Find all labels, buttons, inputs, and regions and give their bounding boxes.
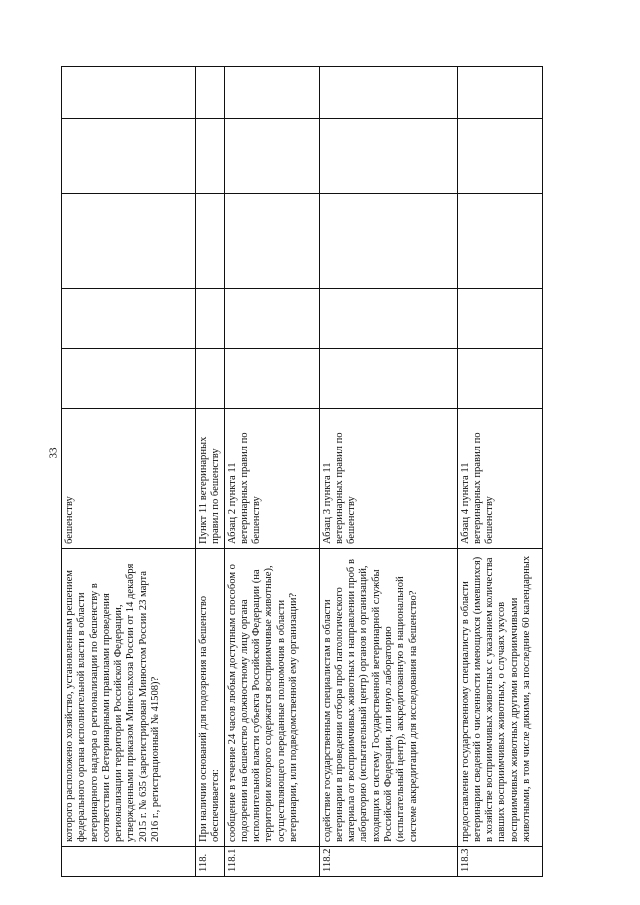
note-cell: [196, 119, 225, 194]
answer-yes-cell: [457, 349, 542, 409]
requirement-text: предоставление государственному специалисту в области ветеринарии сведений о численности имеющихся (имевшихся) в хозяйстве восприимчивых животных с указанием количества павших восприимчивых животных, о случаях укусов восприимчивых животных другими восприимчивыми животными, в том числе дикими, за последние 60 календарных: [457, 549, 542, 847]
answer-yes-cell: [224, 349, 319, 409]
answer-no-cell: [319, 289, 457, 349]
row-number: [62, 847, 196, 877]
not-applicable-cell: [62, 194, 196, 289]
answer-yes-cell: [196, 349, 225, 409]
not-applicable-cell: [196, 194, 225, 289]
table-row: [457, 67, 542, 877]
table-row: [62, 67, 196, 877]
extra-cell: [457, 67, 542, 119]
extra-cell: [319, 67, 457, 119]
row-number: 118.1: [224, 847, 319, 877]
not-applicable-cell: [224, 194, 319, 289]
extra-cell: [196, 67, 225, 119]
rotated-table-page: [61, 67, 541, 877]
answer-yes-cell: [62, 349, 196, 409]
note-cell: [224, 119, 319, 194]
row-number: 118.2: [319, 847, 457, 877]
extra-cell: [224, 67, 319, 119]
row-number: 118.3: [457, 847, 542, 877]
extra-cell: [62, 67, 196, 119]
requirements-table: [61, 66, 543, 877]
requirement-text: которого расположено хозяйство, установленным решением федерального органа исполнительной власти в области ветеринарного надзора о регионализации по бешенству в соответствии с Ветеринарными правилами проведения регионализации территории Российской Федерации, утвержденными приказом Минсельхоза России от 14 декабря 2015 г. № 635 (зарегистрирован Минюстом России 23 марта 2016 г., регистрационный № 41508)?: [62, 549, 196, 847]
answer-no-cell: [457, 289, 542, 349]
legal-reference: Абзац 2 пункта 11 ветеринарных правил по бешенству: [224, 409, 319, 549]
legal-reference: Пункт 11 ветеринарных правил по бешенству: [196, 409, 225, 549]
note-cell: [62, 119, 196, 194]
requirement-text: сообщение в течение 24 часов любым доступным способом о подозрении на бешенство должностному лицу органа исполнительной власти субъекта Российской Федерации (на территории которого содержатся восприимчивые животные), осуществляющего переданные полномочия в области ветеринарии, или подведомственной ему организации?: [224, 549, 319, 847]
requirement-text: содействие государственным специалистам в области ветеринарии в проведении отбора проб патологического материала от восприимчивых животных и направлении проб в лабораторию (испытательный центр) органов и организаций, входящих в систему Государственной ветеринарной службы Российской Федерации, или иную лабораторию (испытательный центр), аккредитованную в национальной системе аккредитации для исследования на бешенство?: [319, 549, 457, 847]
requirement-text: При наличии оснований для подозрения на бешенство обеспечивается:: [196, 549, 225, 847]
table-row: [224, 67, 319, 877]
legal-reference: Абзац 3 пункта 11 ветеринарных правил по бешенству: [319, 409, 457, 549]
legal-reference: Абзац 4 пункта 11 ветеринарных правил по бешенству: [457, 409, 542, 549]
table-row: [319, 67, 457, 877]
row-number: 118.: [196, 847, 225, 877]
answer-no-cell: [196, 289, 225, 349]
note-cell: [457, 119, 542, 194]
answer-no-cell: [224, 289, 319, 349]
legal-reference: бешенству: [62, 409, 196, 549]
note-cell: [319, 119, 457, 194]
answer-yes-cell: [319, 349, 457, 409]
not-applicable-cell: [319, 194, 457, 289]
page-number: 33: [47, 447, 60, 459]
not-applicable-cell: [457, 194, 542, 289]
answer-no-cell: [62, 289, 196, 349]
table-row: [196, 67, 225, 877]
